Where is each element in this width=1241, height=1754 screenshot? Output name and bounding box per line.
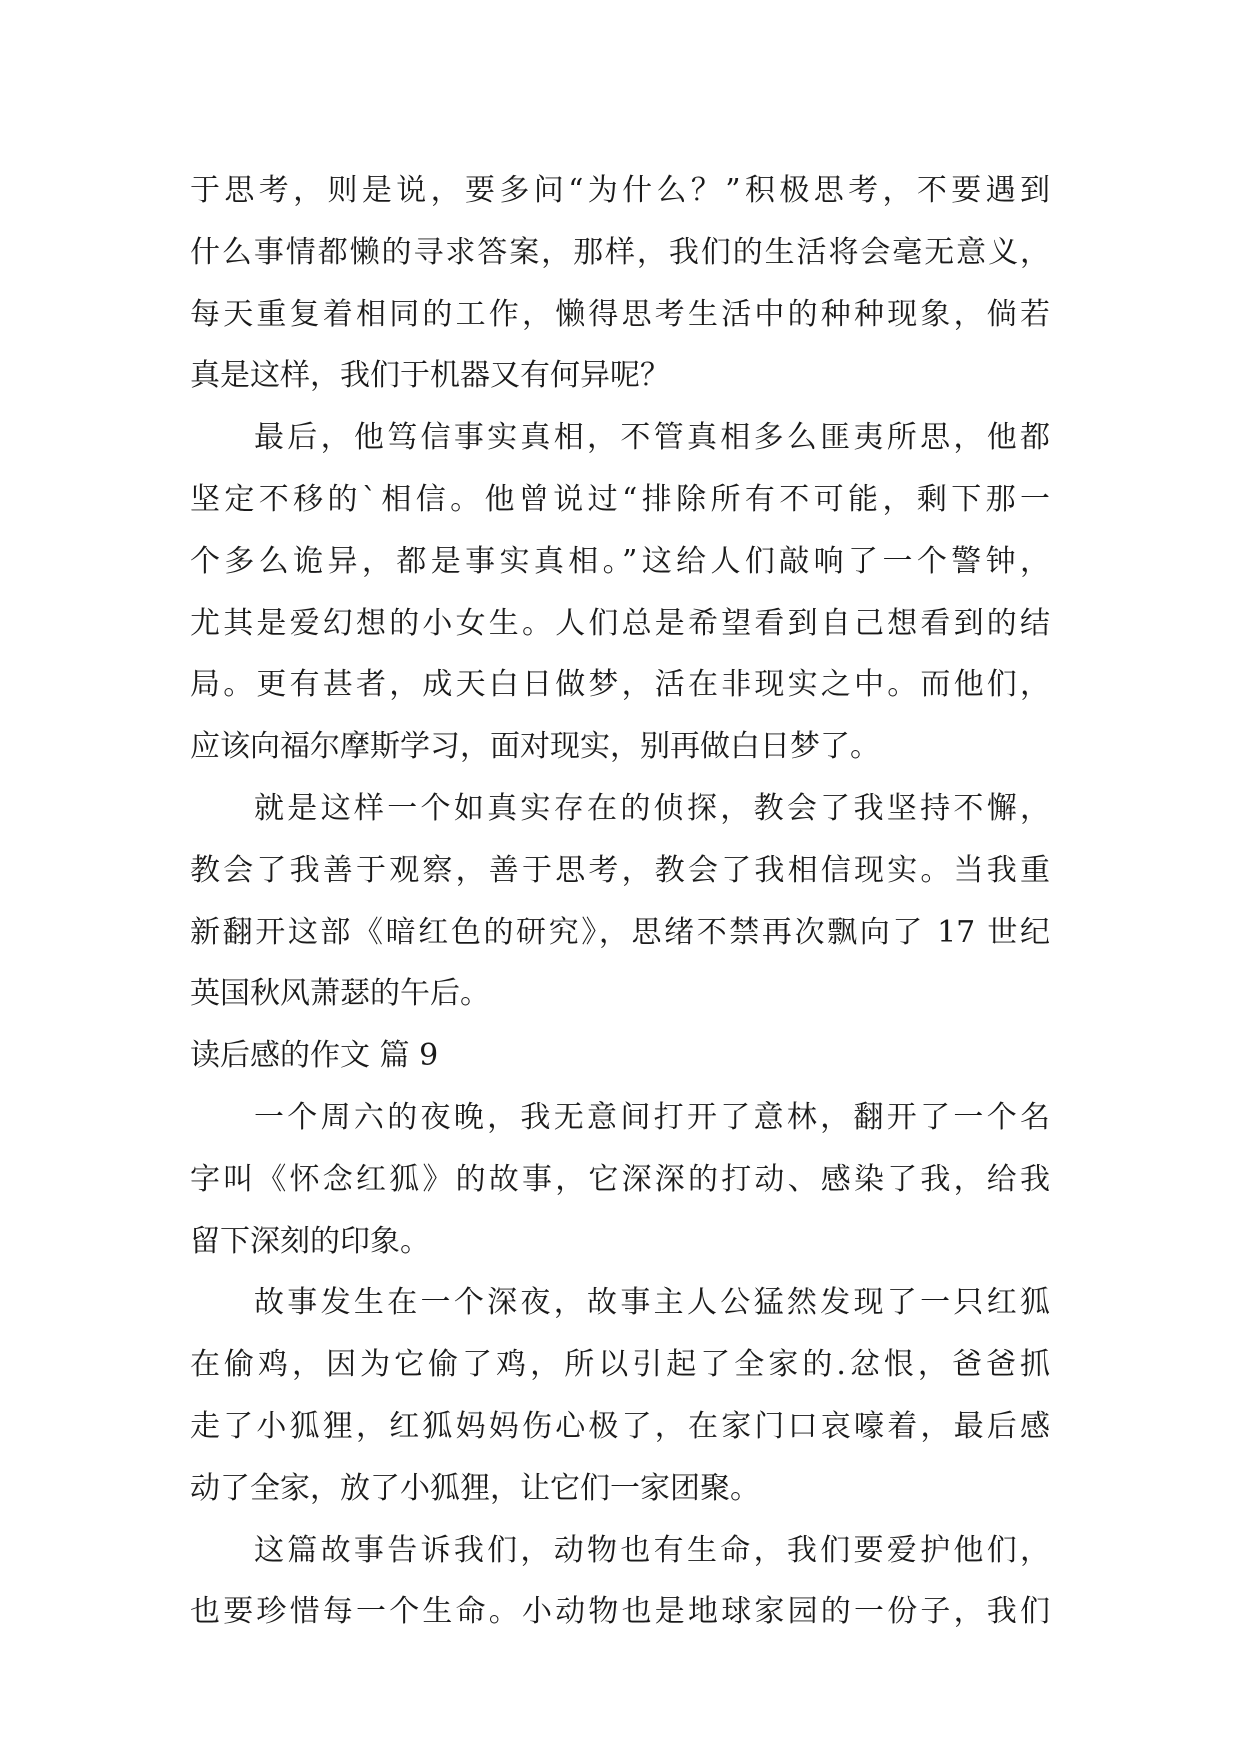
text-line: 局。更有甚者，成天白日做梦，活在非现实之中。而他们， — [190, 667, 1050, 703]
text-line: 故事发生在一个深夜，故事主人公猛然发现了一只红狐 — [254, 1285, 1050, 1321]
text-line: 走了小狐狸，红狐妈妈伤心极了，在家门口哀嚎着，最后感 — [190, 1408, 1050, 1444]
text-line: 教会了我善于观察，善于思考，教会了我相信现实。当我重 — [190, 852, 1050, 888]
paragraph — [190, 1520, 1050, 1644]
text-line: 也要珍惜每一个生命。小动物也是地球家园的一份子，我们 — [190, 1594, 1050, 1630]
text-line: 字叫《怀念红狐》的故事，它深深的打动、感染了我，给我 — [190, 1161, 1050, 1197]
text-line: 动了全家，放了小狐狸，让它们一家团聚。 — [190, 1470, 760, 1506]
text-line: 应该向福尔摩斯学习，面对现实，别再做白日梦了。 — [190, 729, 880, 765]
paragraph — [190, 160, 1050, 407]
text-line: 真是这样，我们于机器又有何异呢？ — [190, 358, 670, 394]
section-heading: 读后感的作文 篇 9 — [190, 1038, 439, 1074]
paragraph — [190, 778, 1050, 1025]
text-line: 就是这样一个如真实存在的侦探，教会了我坚持不懈， — [254, 790, 1050, 826]
text-line: 什么事情都懒的寻求答案，那样，我们的生活将会毫无意义， — [190, 234, 1050, 270]
text-line: 英国秋风萧瑟的午后。 — [190, 976, 490, 1012]
text-line: 个多么诡异，都是事实真相。”这给人们敲响了一个警钟， — [190, 543, 1050, 579]
text-line: 留下深刻的印象。 — [190, 1223, 430, 1259]
document-body — [190, 160, 1050, 1643]
text-line: 最后，他笃信事实真相，不管真相多么匪夷所思，他都 — [254, 420, 1050, 456]
paragraph — [190, 1087, 1050, 1272]
text-line: 每天重复着相同的工作，懒得思考生活中的种种现象，倘若 — [190, 296, 1050, 332]
text-line: 于思考，则是说，要多问“为什么？”积极思考，不要遇到 — [190, 173, 1050, 208]
text-line: 一个周六的夜晚，我无意间打开了意林，翻开了一个名 — [254, 1099, 1050, 1135]
text-line: 在偷鸡，因为它偷了鸡，所以引起了全家的.忿恨，爸爸抓 — [190, 1347, 1050, 1383]
paragraph — [190, 1272, 1050, 1519]
text-line: 新翻开这部《暗红色的研究》，思绪不禁再次飘向了 17 世纪 — [190, 914, 1050, 950]
text-line: 坚定不移的`相信。他曾说过“排除所有不可能，剩下那一 — [190, 481, 1050, 517]
paragraph — [190, 407, 1050, 778]
text-line: 这篇故事告诉我们，动物也有生命，我们要爱护他们， — [254, 1532, 1050, 1568]
text-line: 尤其是爱幻想的小女生。人们总是希望看到自己想看到的结 — [190, 605, 1050, 641]
